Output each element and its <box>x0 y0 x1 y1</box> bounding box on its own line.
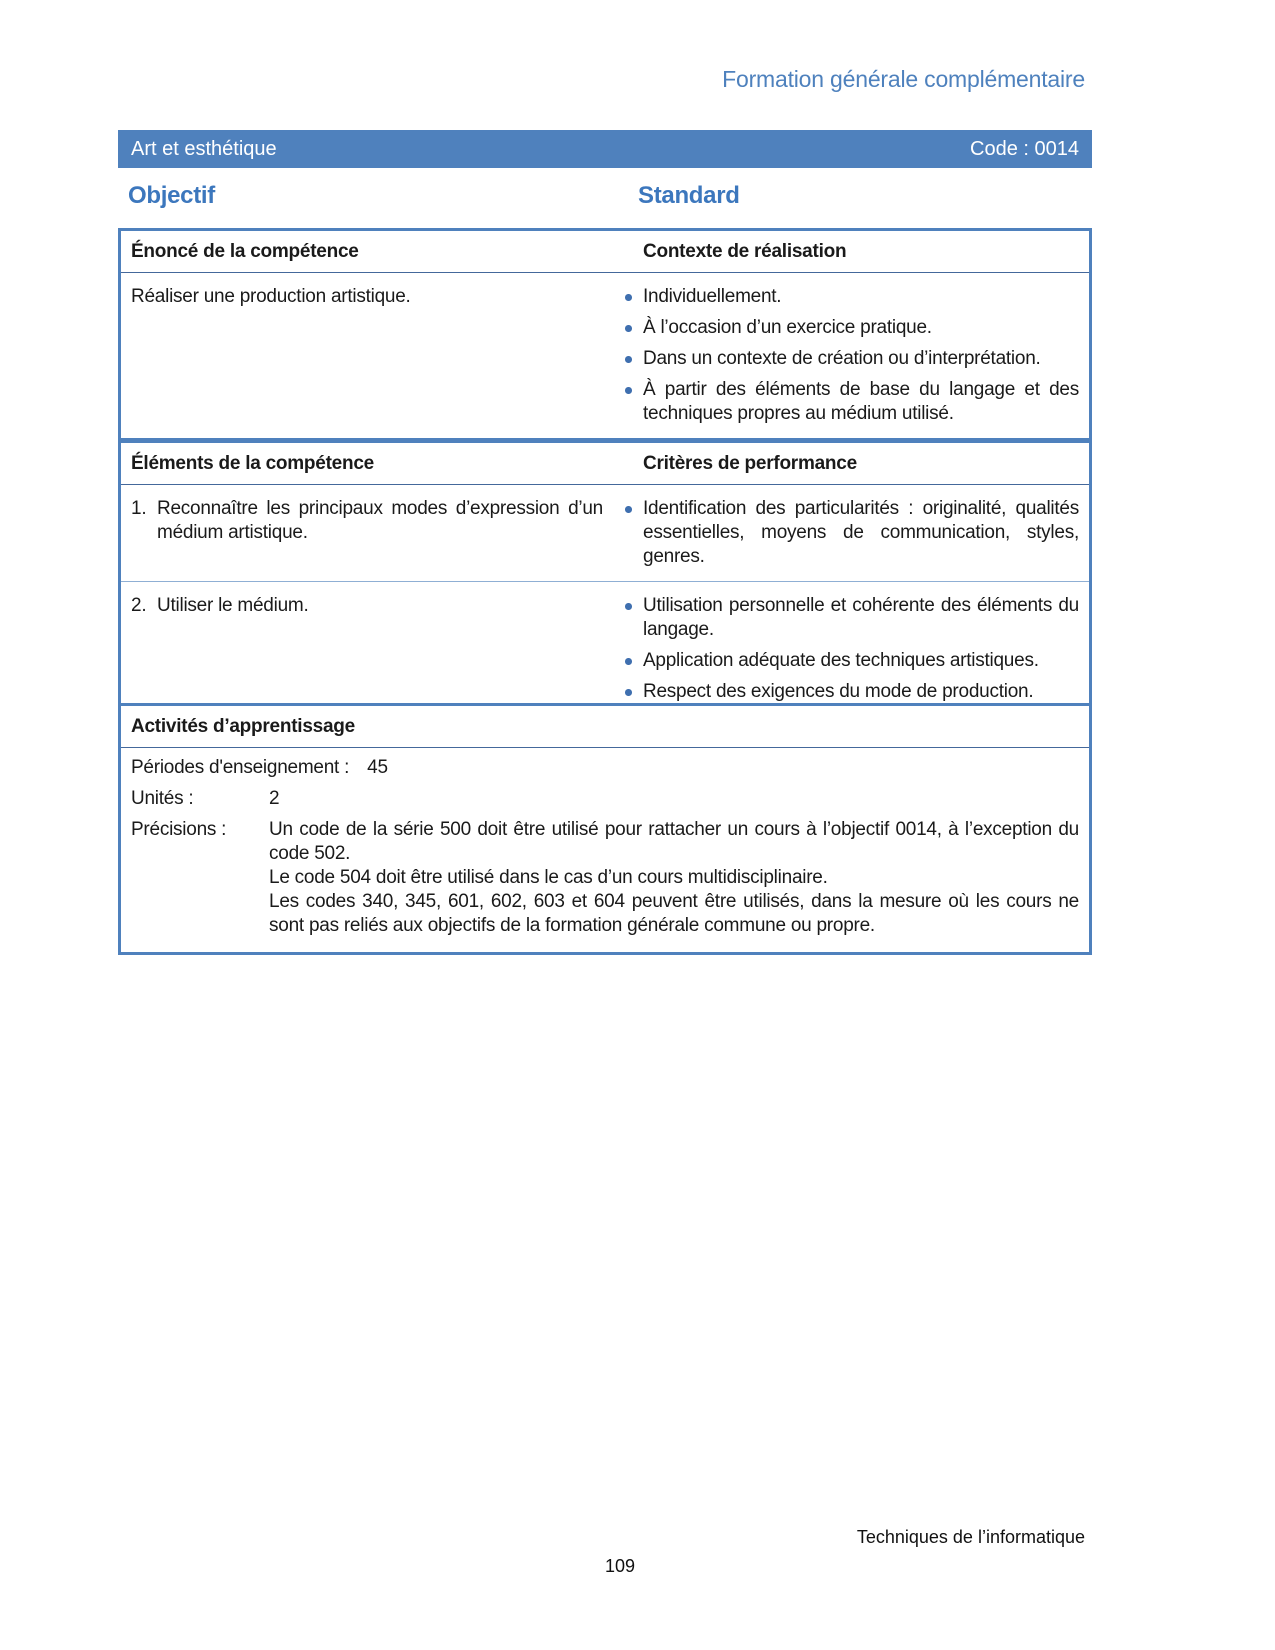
element-2-label: Utiliser le médium. <box>157 595 309 616</box>
critere-bullet: Identification des particularités : originalité, qualités essentielles, moyens de communication, styles, genres. <box>617 497 1079 569</box>
contexte-bullet: Dans un contexte de création ou d’interprétation. <box>617 347 1079 371</box>
elements-header: Éléments de la compétence <box>131 453 374 474</box>
contexte-header: Contexte de réalisation <box>643 241 847 262</box>
activites-body <box>121 748 1089 952</box>
unites-row <box>131 787 1079 811</box>
contexte-bullet: À partir des éléments de base du langage et des techniques propres au médium utilisé. <box>617 378 1079 426</box>
element-row-2 <box>121 581 1089 716</box>
section-band <box>118 130 1092 168</box>
enonce-header: Énoncé de la compétence <box>131 241 359 262</box>
table-enonce-header-row <box>121 231 1089 273</box>
contexte-bullet: Individuellement. <box>617 285 1079 309</box>
criteres-1-bullets <box>617 485 1089 581</box>
precision-paragraph: Les codes 340, 345, 601, 602, 603 et 604 peuvent être utilisés, dans la mesure où les cours ne sont pas reliés aux objectifs de la formation générale commune ou propre. <box>269 891 1079 936</box>
critere-bullet: Application adéquate des techniques artistiques. <box>617 649 1079 673</box>
precisions-text <box>269 818 1079 938</box>
contexte-bullets <box>617 273 1089 438</box>
element-1-number: 1. <box>131 498 147 519</box>
section-band-code: Code : 0014 <box>970 137 1079 160</box>
periodes-label: Périodes d'enseignement : <box>131 757 350 778</box>
criteres-2-bullets <box>617 582 1089 716</box>
precision-paragraph: Le code 504 doit être utilisé dans le cas d’un cours multidisciplinaire. <box>269 867 828 888</box>
element-1-label: Reconnaître les principaux modes d’expression d’un médium artistique. <box>157 498 603 543</box>
table-elements-header-row <box>121 443 1089 485</box>
element-1-text <box>121 485 617 581</box>
element-row-1 <box>121 485 1089 581</box>
critere-bullet: Utilisation personnelle et cohérente des éléments du langage. <box>617 594 1079 642</box>
objectif-heading: Objectif <box>128 182 215 209</box>
periodes-value: 45 <box>367 757 388 778</box>
element-2-text <box>121 582 617 716</box>
column-headings <box>118 182 1092 212</box>
criteres-header: Critères de performance <box>643 453 857 474</box>
precisions-label: Précisions : <box>131 819 227 840</box>
precision-paragraph: Un code de la série 500 doit être utilisé pour rattacher un cours à l’objectif 0014, à l’exception du code 502. <box>269 819 1079 864</box>
page-number: 109 <box>604 1556 636 1576</box>
unites-value: 2 <box>269 788 280 809</box>
contexte-bullet: À l’occasion d’un exercice pratique. <box>617 316 1079 340</box>
element-2-number: 2. <box>131 595 147 616</box>
table-enonce-contexte <box>118 228 1092 441</box>
enonce-text: Réaliser une production artistique. <box>131 286 411 307</box>
periodes-row <box>131 756 1079 780</box>
critere-bullet: Respect des exigences du mode de production. <box>617 680 1079 704</box>
table-enonce-body-row <box>121 273 1089 438</box>
standard-heading: Standard <box>638 182 740 209</box>
running-head: Formation générale complémentaire <box>722 66 1085 92</box>
table-elements-criteres <box>118 440 1092 719</box>
table-activites <box>118 703 1092 955</box>
section-band-title: Art et esthétique <box>131 137 277 160</box>
activites-header: Activités d’apprentissage <box>121 706 1089 748</box>
precisions-row <box>131 818 1079 938</box>
footer-program-name: Techniques de l’informatique <box>856 1527 1085 1547</box>
unites-label: Unités : <box>131 788 194 809</box>
